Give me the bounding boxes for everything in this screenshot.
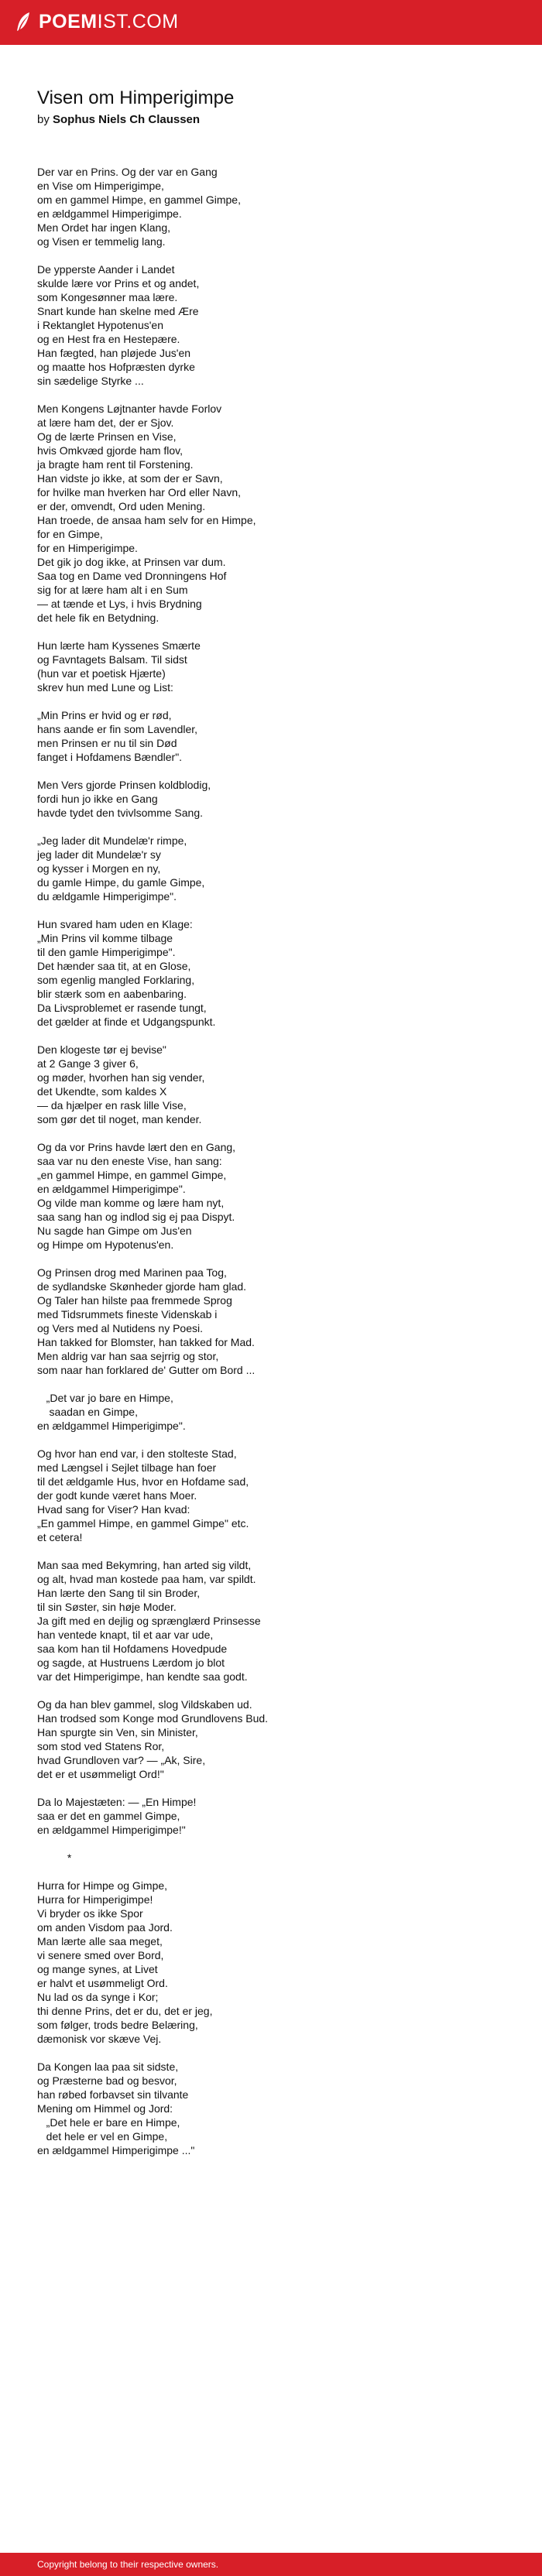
poem-line: Da Livsproblemet er rasende tungt, xyxy=(37,1002,207,1014)
poem-line: Saa tog en Dame ved Dronningens Hof xyxy=(37,570,227,582)
poem-line: Man saa med Bekymring, han arted sig vildt, xyxy=(37,1559,252,1571)
poem-line: han ventede knapt, til et aar var ude, xyxy=(37,1629,214,1641)
poem-line: sig for at lære ham alt i en Sum xyxy=(37,584,188,596)
poem-line: det hele fik en Betydning. xyxy=(37,611,160,624)
site-header xyxy=(0,0,542,45)
poem-line: men Prinsen er nu til sin Død xyxy=(37,737,177,749)
poem-line: at lære ham det, der er Sjov. xyxy=(37,416,174,429)
poem-line: i Rektanglet Hypotenus'en xyxy=(37,319,163,331)
poem-line: som følger, trods bedre Belæring, xyxy=(37,2019,198,2031)
poem-line: thi denne Prins, det er du, det er jeg, xyxy=(37,2005,213,2017)
stanza xyxy=(37,917,517,1029)
poem-line: og møder, hvorhen han sig vender, xyxy=(37,1071,205,1084)
poem-line: med Længsel i Sejlet tilbage han foer xyxy=(37,1461,217,1474)
poem-line: Men Ordet har ingen Klang, xyxy=(37,221,170,234)
poem-line: Han trodsed som Konge mod Grundlovens Bud. xyxy=(37,1712,269,1725)
poem-line: med Tidsrummets fineste Videnskab i xyxy=(37,1308,218,1321)
poem-line: Men Kongens Løjtnanter havde Forlov xyxy=(37,402,222,415)
stanza xyxy=(37,402,517,625)
poem-line: „En gammel Himpe, en gammel Gimpe" etc. xyxy=(37,1517,249,1530)
author-name[interactable]: Sophus Niels Ch Claussen xyxy=(53,113,201,126)
poem-line: en ældgammel Himperigimpe". xyxy=(37,1183,186,1195)
poem-line: Og vilde man komme og lære ham nyt, xyxy=(37,1197,225,1209)
poem-line: Han takked for Blomster, han takked for Mad. xyxy=(37,1336,255,1348)
poem-line: Men Vers gjorde Prinsen koldblodig, xyxy=(37,779,211,791)
site-logo-text xyxy=(39,10,179,33)
poem-line: Ja gift med en dejlig og sprænglærd Prinsesse xyxy=(37,1615,261,1627)
poem-line: som gør det til noget, man kender. xyxy=(37,1113,202,1125)
stanza xyxy=(37,1851,517,1865)
poem-line: Han spurgte sin Ven, sin Minister, xyxy=(37,1726,198,1738)
poem-line: som Kongesønner maa lære. xyxy=(37,291,178,303)
poem-line: en ældgammel Himperigimpe. xyxy=(37,207,182,220)
poem-content xyxy=(37,87,517,2171)
stanza xyxy=(37,1043,517,1126)
poem-line: skrev hun med Lune og List: xyxy=(37,681,173,694)
poem-line: og maatte hos Hofpræsten dyrke xyxy=(37,361,195,373)
poem-line: at 2 Gange 3 giver 6, xyxy=(37,1057,139,1070)
copyright-text: Copyright belong to their respective owners. xyxy=(37,2559,219,2570)
poem-line: Og da han blev gammel, slog Vildskaben ud. xyxy=(37,1698,252,1711)
poem-line: saa var nu den eneste Vise, han sang: xyxy=(37,1155,222,1167)
byline xyxy=(37,111,517,128)
poem-line: som stod ved Statens Ror, xyxy=(37,1740,165,1752)
poem-line: saadan en Gimpe, xyxy=(37,1406,138,1418)
poem-line: det Ukendte, som kaldes X xyxy=(37,1085,167,1098)
poem-line: du ældgamle Himperigimpe". xyxy=(37,890,177,903)
poem-line: dæmonisk vor skæve Vej. xyxy=(37,2033,162,2045)
stanza xyxy=(37,1795,517,1837)
poem-line: Og Taler han hilste paa fremmede Sprog xyxy=(37,1294,232,1307)
poem-line: og mange synes, at Livet xyxy=(37,1963,158,1975)
poem-line: jeg lader dit Mundelæ'r sy xyxy=(37,848,161,861)
poem-line: Man lærte alle saa meget, xyxy=(37,1935,163,1947)
poem-line: Men aldrig var han saa sejrrig og stor, xyxy=(37,1350,219,1362)
poem-line: hvis Omkvæd gjorde ham flov, xyxy=(37,444,184,457)
logo-text-strong: POEM xyxy=(39,11,98,33)
poem-line: sin sædelige Styrke ... xyxy=(37,375,144,387)
stanza xyxy=(37,165,517,248)
poem-line: Hvad sang for Viser? Han kvad: xyxy=(37,1503,190,1516)
site-logo[interactable] xyxy=(15,10,179,33)
poem-line: Og de lærte Prinsen en Vise, xyxy=(37,430,177,443)
quill-icon xyxy=(15,12,31,32)
poem-line: havde tydet den tvivlsomme Sang. xyxy=(37,807,204,819)
poem-line: og Vers med al Nutidens ny Poesi. xyxy=(37,1322,204,1334)
stanza xyxy=(37,1266,517,1377)
poem-line: hans aande er fin som Lavendler, xyxy=(37,723,198,735)
poem-line: skulde lære vor Prins et og andet, xyxy=(37,277,200,289)
poem-line: og Himpe om Hypotenus'en. xyxy=(37,1238,174,1251)
poem-line: vi senere smed over Bord, xyxy=(37,1949,164,1961)
poem-line: og en Hest fra en Hestepære. xyxy=(37,333,180,345)
poem-line: for en Himperigimpe. xyxy=(37,542,138,554)
poem-line: fanget i Hofdamens Bændler". xyxy=(37,751,183,763)
stanza xyxy=(37,1697,517,1781)
poem-line: Vi bryder os ikke Spor xyxy=(37,1907,143,1920)
poem-line: for hvilke man hverken har Ord eller Navn, xyxy=(37,486,241,498)
poem-line: „Min Prins er hvid og er rød, xyxy=(37,709,172,721)
poem-line: var det Himperigimpe, han kendte saa godt. xyxy=(37,1670,248,1683)
poem-line: Da lo Majestæten: — „En Himpe! xyxy=(37,1796,197,1808)
poem-line: Da Kongen laa paa sit sidste, xyxy=(37,2060,179,2073)
poem-line: Den klogeste tør ej bevise" xyxy=(37,1043,166,1056)
poem-line: er der, omvendt, Ord uden Mening. xyxy=(37,500,206,512)
poem-line: en ældgammel Himperigimpe ..." xyxy=(37,2144,195,2156)
stanza xyxy=(37,778,517,820)
poem-line: „Det hele er bare en Himpe, xyxy=(37,2116,180,2129)
poem-line: en ældgammel Himperigimpe". xyxy=(37,1420,186,1432)
stanza xyxy=(37,1558,517,1684)
stanza xyxy=(37,1140,517,1252)
poem-line: til det ældgamle Hus, hvor en Hofdame sad, xyxy=(37,1475,249,1488)
poem-line: Mening om Himmel og Jord: xyxy=(37,2102,173,2115)
stanza xyxy=(37,1391,517,1433)
poem-line: Det gik jo dog ikke, at Prinsen var dum. xyxy=(37,556,226,568)
poem-line: „Jeg lader dit Mundelæ'r rimpe, xyxy=(37,834,187,847)
poem-line: til sin Søster, sin høje Moder. xyxy=(37,1601,177,1613)
poem-line: og Præsterne bad og besvor, xyxy=(37,2074,177,2087)
poem-line: Og Prinsen drog med Marinen paa Tog, xyxy=(37,1266,227,1279)
poem-line: De ypperste Aander i Landet xyxy=(37,263,175,276)
poem-line: han røbed forbavset sin tilvante xyxy=(37,2088,189,2101)
poem-line: Og hvor han end var, i den stolteste Stad, xyxy=(37,1447,237,1460)
site-footer xyxy=(0,2553,542,2576)
poem-line: Hurra for Himperigimpe! xyxy=(37,1893,153,1906)
poem-line: du gamle Himpe, du gamle Gimpe, xyxy=(37,876,205,889)
poem-line: et cetera! xyxy=(37,1531,83,1543)
poem-line: Der var en Prins. Og der var en Gang xyxy=(37,166,218,178)
stanza xyxy=(37,639,517,694)
poem-line: om anden Visdom paa Jord. xyxy=(37,1921,173,1934)
poem-line: saa er det en gammel Gimpe, xyxy=(37,1810,180,1822)
poem-line: der godt kunde været hans Moer. xyxy=(37,1489,197,1502)
poem-line: „Min Prins vil komme tilbage xyxy=(37,932,173,944)
poem-title: Visen om Himperigimpe xyxy=(37,87,235,108)
poem-line: er halvt et usømmeligt Ord. xyxy=(37,1977,168,1989)
poem-line: saa kom han til Hofdamens Hovedpude xyxy=(37,1643,228,1655)
poem-line: og alt, hvad man kostede paa ham, var spildt. xyxy=(37,1573,256,1585)
poem-line: som egenlig mangled Forklaring, xyxy=(37,974,195,986)
poem-line: Nu lad os da synge i Kor; xyxy=(37,1991,159,2003)
poem-line: Hurra for Himpe og Gimpe, xyxy=(37,1879,168,1892)
poem-body xyxy=(37,165,517,2157)
stanza xyxy=(37,834,517,903)
poem-line: det er et usømmeligt Ord!" xyxy=(37,1768,164,1780)
poem-line: en Vise om Himperigimpe, xyxy=(37,180,164,192)
stanza xyxy=(37,262,517,388)
poem-line: det hele er vel en Gimpe, xyxy=(37,2130,168,2143)
stanza xyxy=(37,1879,517,2046)
byline-prefix: by xyxy=(37,113,50,126)
poem-line: * xyxy=(37,1852,72,1864)
poem-line: hvad Grundloven var? — „Ak, Sire, xyxy=(37,1754,206,1766)
poem-line: for en Gimpe, xyxy=(37,528,103,540)
poem-line: Snart kunde han skelne med Ære xyxy=(37,305,199,317)
poem-line: og kysser i Morgen en ny, xyxy=(37,862,161,875)
poem-line: Nu sagde han Gimpe om Jus'en xyxy=(37,1225,192,1237)
poem-line: Han lærte den Sang til sin Broder, xyxy=(37,1587,201,1599)
poem-line: de sydlandske Skønheder gjorde ham glad. xyxy=(37,1280,247,1293)
stanza xyxy=(37,2060,517,2157)
poem-line: en ældgammel Himperigimpe!" xyxy=(37,1824,186,1836)
poem-line: ja bragte ham rent til Forstening. xyxy=(37,458,194,471)
poem-line: (hun var et poetisk Hjærte) xyxy=(37,667,166,680)
logo-text-light: IST.COM xyxy=(97,11,179,33)
poem-line: og Favntagets Balsam. Til sidst xyxy=(37,653,187,666)
poem-line: det gælder at finde et Udgangspunkt. xyxy=(37,1016,216,1028)
poem-line: saa sang han og indlod sig ej paa Dispyt. xyxy=(37,1211,235,1223)
poem-line: „Det var jo bare en Himpe, xyxy=(37,1392,173,1404)
poem-line: fordi hun jo ikke en Gang xyxy=(37,793,158,805)
poem-line: Hun svared ham uden en Klage: xyxy=(37,918,193,930)
poem-line: og Visen er temmelig lang. xyxy=(37,235,166,248)
poem-line: og sagde, at Hustruens Lærdom jo blot xyxy=(37,1656,225,1669)
poem-line: Det hænder saa tit, at en Glose, xyxy=(37,960,191,972)
poem-line: til den gamle Himperigimpe". xyxy=(37,946,176,958)
poem-line: — da hjælper en rask lille Vise, xyxy=(37,1099,187,1112)
poem-line: — at tænde et Lys, i hvis Brydning xyxy=(37,598,202,610)
poem-line: Han vidste jo ikke, at som der er Savn, xyxy=(37,472,223,485)
poem-line: om en gammel Himpe, en gammel Gimpe, xyxy=(37,194,241,206)
stanza xyxy=(37,708,517,764)
poem-line: Han fægted, han pløjede Jus'en xyxy=(37,347,191,359)
poem-line: Hun lærte ham Kyssenes Smærte xyxy=(37,639,201,652)
poem-line: som naar han forklared de' Gutter om Bord ... xyxy=(37,1364,256,1376)
poem-line: blir stærk som en aabenbaring. xyxy=(37,988,187,1000)
poem-line: „en gammel Himpe, en gammel Gimpe, xyxy=(37,1169,227,1181)
poem-line: Og da vor Prins havde lært den en Gang, xyxy=(37,1141,236,1153)
stanza xyxy=(37,1447,517,1544)
poem-line: Han troede, de ansaa ham selv for en Himpe, xyxy=(37,514,256,526)
